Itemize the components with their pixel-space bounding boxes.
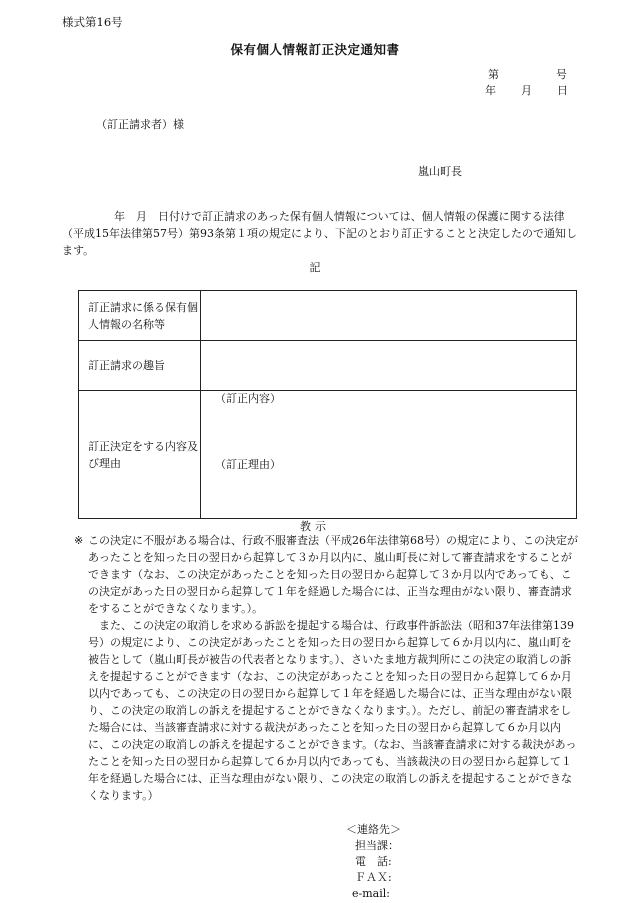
note-1 bbox=[74, 532, 582, 617]
instructions-title: 教示 bbox=[300, 520, 330, 533]
decision-table bbox=[78, 290, 577, 519]
row2-label: 訂正請求の趣旨 bbox=[79, 341, 201, 391]
instructions-notes bbox=[74, 532, 582, 804]
contact-block bbox=[346, 822, 401, 902]
body-paragraph bbox=[62, 208, 582, 259]
document-title: 保有個人情報訂正決定通知書 bbox=[230, 42, 400, 57]
sender: 嵐山町長 bbox=[418, 165, 462, 178]
contact-person: 担当課： bbox=[355, 839, 399, 852]
row1-value bbox=[201, 291, 577, 341]
ki-heading: 記 bbox=[309, 261, 321, 274]
form-number: 様式第16号 bbox=[62, 15, 123, 29]
row2-value bbox=[201, 341, 577, 391]
note-2: また、この決定の取消しを求める訴訟を提起する場合は、行政事件訴訟法（昭和37年法律第139号）の規定により、この決定があったことを知った日の翌日から起算して６か月以内に、嵐山町を被告として（嵐山町長が被告の代表者となります。）、さいたま地方裁判所にこの決定の取消しの訴えを提起することができます（なお、この決定があったことを知った日の翌日から起算して６か月以内であっても、この決定の日の翌日から起算して１年を経過した場合には、正当な理由がない限り、この決定の取消しの訴えを提起することができなくなります。）。ただし、前記の審査請求をした場合には、当該審査請求に対する裁決があったことを知った日の翌日から起算して６か月以内に、この決定の取消しの訴えを提起することができます。（なお、当該審査請求に対する裁決があったことを知った日の翌日から起算して６か月以内であっても、当該裁決の日の翌日から起算して１年を経過した場合には、正当な理由がない限り、この決定の取消しの訴えを提起することができなくなります。） bbox=[88, 619, 577, 802]
row1-label: 訂正請求に係る保有個人情報の名称等 bbox=[79, 291, 201, 341]
issue-date bbox=[485, 82, 568, 98]
table-row bbox=[79, 391, 577, 519]
row3-label: 訂正決定をする内容及び理由 bbox=[79, 391, 201, 519]
table-row bbox=[79, 341, 577, 391]
issue-number-suffix: 号 bbox=[556, 68, 567, 81]
correction-reason-heading: （訂正理由） bbox=[215, 458, 281, 471]
contact-fax: ＦＡＸ: bbox=[355, 871, 392, 884]
note-mark: ※ bbox=[74, 534, 84, 547]
issue-date-day: 日 bbox=[557, 84, 568, 97]
body-text: 年 月 日付けで訂正請求のあった保有個人情報については、個人情報の保護に関する法律（平成15年法律第57号）第93条第１項の規定により、下記のとおり訂正することと決定したので通知します。 bbox=[62, 210, 577, 257]
table-row bbox=[79, 291, 577, 341]
contact-heading: ＜連絡先＞ bbox=[346, 823, 401, 836]
addressee: （訂正請求者）様 bbox=[96, 118, 184, 131]
contact-phone: 電 話: bbox=[355, 855, 392, 868]
issue-number-prefix: 第 bbox=[488, 68, 499, 81]
contact-email: e-mail: bbox=[352, 887, 390, 900]
issue-number bbox=[488, 66, 567, 82]
issue-date-year: 年 bbox=[485, 84, 496, 97]
row3-value bbox=[201, 391, 577, 519]
correction-content-heading: （訂正内容） bbox=[215, 392, 281, 405]
issue-date-month: 月 bbox=[521, 84, 532, 97]
note-1-text: この決定に不服がある場合は、行政不服審査法（平成26年法律第68号）の規定により、この決定があったことを知った日の翌日から起算して３か月以内に、嵐山町長に対して審査請求をすることができます（なお、この決定があったことを知った日の翌日から起算して３か月以内であっても、この決定があった日の翌日から起算して１年を経過した場合には、正当な理由がない限り、審査請求をすることができなくなります。）。 bbox=[88, 534, 578, 615]
